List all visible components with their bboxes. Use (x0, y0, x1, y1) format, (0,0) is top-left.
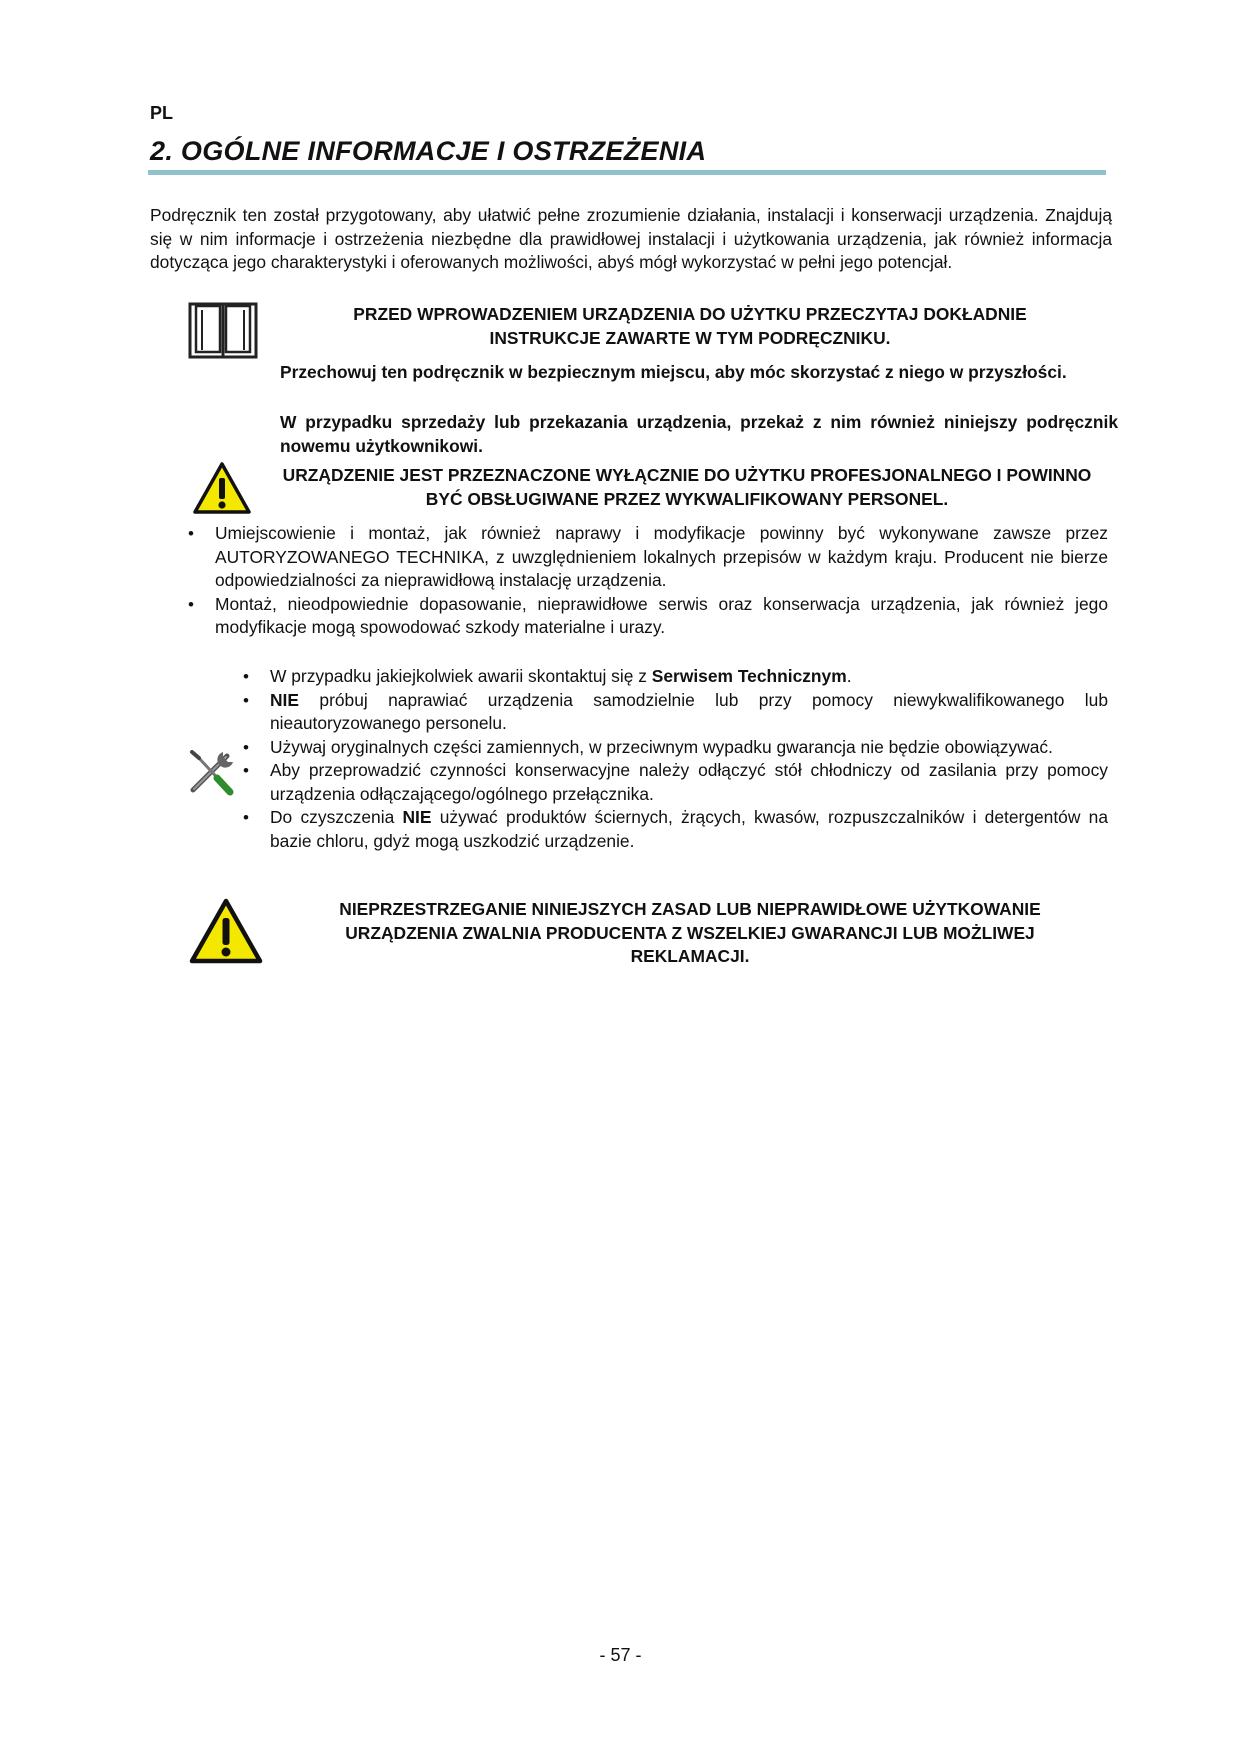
list-item: • Aby przeprowadzić czynności konserwacyjne należy odłączyć stół chłodniczy od zasilania przy pomocy urządzenia odłączającego/ogólnego przełącznika. (243, 760, 1108, 804)
warning-triangle-icon (192, 461, 252, 515)
manual-book-icon (188, 300, 258, 360)
installation-notes-list (188, 522, 1108, 640)
title-divider (148, 170, 1106, 175)
page-number: - 57 - (599, 1645, 642, 1665)
bullet: • (188, 594, 194, 614)
list-item: • Do czyszczenia NIE używać produktów ściernych, żrących, kwasów, rozpuszczalników i detergentów na bazie chloru, gdyż mogą uszkodzić urządzenie. (243, 807, 1109, 851)
transfer-manual-paragraph: W przypadku sprzedaży lub przekazania urządzenia, przekaż z nim również niniejszy podręcznik nowemu użytkownikowi. (280, 412, 1118, 456)
bullet: • (243, 737, 249, 757)
bullet: • (243, 808, 249, 827)
read-manual-heading: PRZED WPROWADZENIEM URZĄDZENIA DO UŻYTKU PRZECZYTAJ DOKŁADNIE INSTRUKCJE ZAWARTE W TYM PODRĘCZNIKU. (353, 304, 1027, 348)
list-item: • Używaj oryginalnych części zamiennych, w przeciwnym wypadku gwarancja nie będzie obowiązywać. (270, 736, 1108, 760)
service-notes-list (243, 665, 1109, 853)
bullet: • (243, 761, 249, 780)
bullet: • (188, 524, 194, 543)
professional-use-warning: URZĄDZENIE JEST PRZEZNACZONE WYŁĄCZNIE DO UŻYTKU PROFESJONALNEGO I POWINNO BYĆ OBSŁUGIWANE PRZEZ WYKWALIFIKOWANY PERSONEL. (282, 465, 1092, 509)
list-item: • Montaż, nieodpowiednie dopasowanie, nieprawidłowe serwis oraz konserwacja urządzenia, jak również jego modyfikacje mogą spowodować szkody materialne i urazy. (188, 593, 1108, 637)
list-item: • NIE próbuj naprawiać urządzenia samodzielnie lub przy pomocy niewykwalifikowanego lub nieautoryzowanego personelu. (243, 689, 1108, 733)
section-title: 2. OGÓLNE INFORMACJE I OSTRZEŻENIA (150, 136, 707, 166)
list-item: • W przypadku jakiejkolwiek awarii skontaktuj się z Serwisem Technicznym. (270, 665, 1108, 689)
tools-wrench-screwdriver-icon (187, 750, 235, 796)
bullet: • (243, 667, 249, 686)
keep-manual-paragraph: Przechowuj ten podręcznik w bezpiecznym miejscu, aby móc skorzystać z niego w przyszłości. (280, 362, 1067, 382)
warranty-warning: NIEPRZESTRZEGANIE NINIEJSZYCH ZASAD LUB NIEPRAWIDŁOWE UŻYTKOWANIE URZĄDZENIA ZWALNIA PRODUCENTA Z WSZELKIEJ GWARANCJI LUB MOŻLIWEJ REKLAMACJI. (339, 899, 1041, 966)
warning-triangle-icon (188, 897, 264, 965)
language-code: PL (150, 103, 174, 123)
list-item: • Umiejscowienie i montaż, jak również naprawy i modyfikacje powinny być wykonywane zawsze przez AUTORYZOWANEGO TECHNIKA, z uwzględnieniem lokalnych przepisów w każdym kraju. Producent nie bierze odpowiedzialności za nieprawidłową instalację urządzenia. (188, 523, 1108, 590)
intro-paragraph: Podręcznik ten został przygotowany, aby ułatwić pełne zrozumienie działania, instalacji i konserwacji urządzenia. Znajdują się w nim informacje i ostrzeżenia niezbędne dla prawidłowej instalacji i użytkowania urządzenia, jak również informacja dotycząca jego charakterystyki i oferowanych możliwości, abyś mógł wykorzystać w pełni jego potencjał. (150, 205, 1112, 272)
bullet: • (243, 690, 249, 710)
